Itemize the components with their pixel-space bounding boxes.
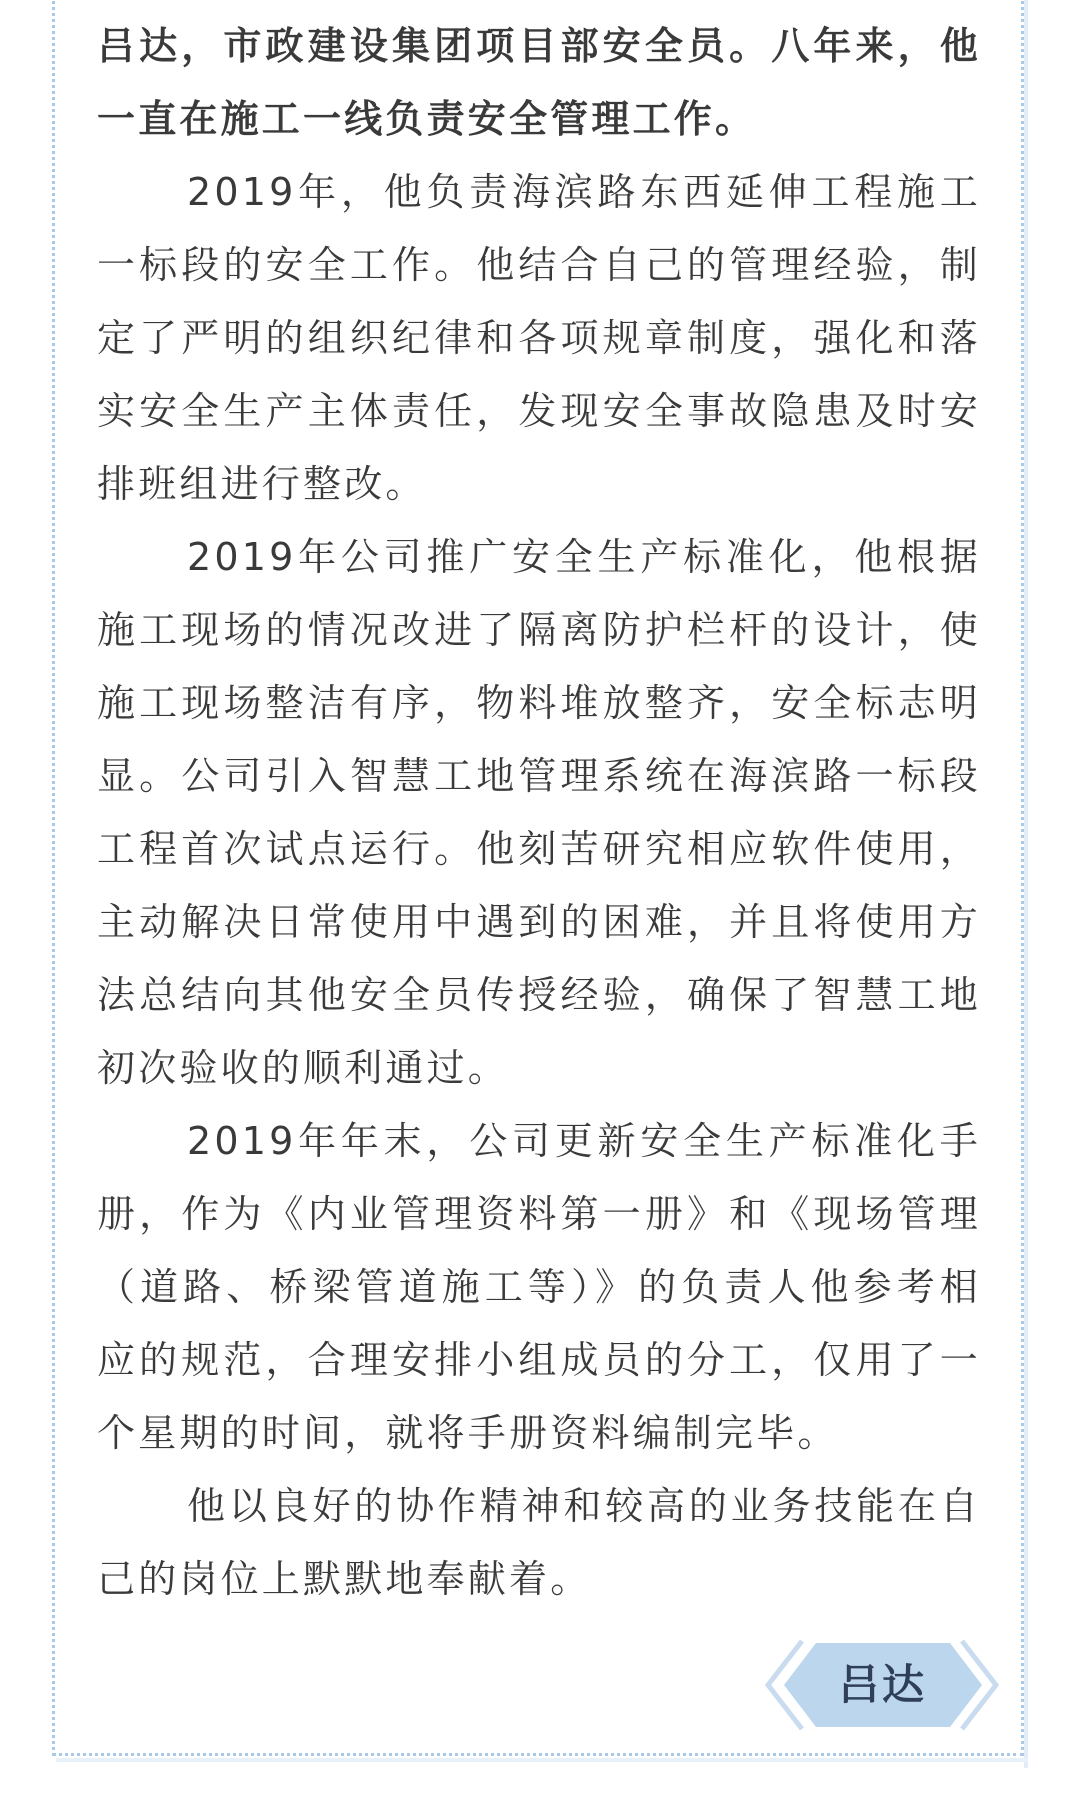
card-shadow-bottom <box>56 1758 1028 1762</box>
paragraph-manual-update: 2019年年末，公司更新安全生产标准化手册，作为《内业管理资料第一册》和《现场管理（道路、桥梁管道施工等）》的负责人他参考相应的规范，合理安排小组成员的分工，仅用了一个星期的时间，就将手册资料编制完毕。 <box>97 1119 981 1455</box>
paragraph-2019-safety-work: 2019年，他负责海滨路东西延伸工程施工一标段的安全工作。他结合自己的管理经验，制定了严明的组织纪律和各项规章制度，强化和落实安全生产主体责任，发现安全事故隐患及时安排班组进行整改。 <box>97 170 981 506</box>
paragraph-standardization: 2019年公司推广安全生产标准化，他根据施工现场的情况改进了隔离防护栏杆的设计，使施工现场整洁有序，物料堆放整齐，安全标志明显。公司引入智慧工地管理系统在海滨路一标段工程首次试点运行。他刻苦研究相应软件使用，主动解决日常使用中遇到的困难，并且将使用方法总结向其他安全员传授经验，确保了智慧工地初次验收的顺利通过。 <box>97 535 981 1090</box>
article-body <box>97 10 981 1616</box>
card-shadow-right <box>1024 0 1028 1768</box>
name-badge <box>764 1635 1000 1735</box>
paragraph-closing: 他以良好的协作精神和较高的业务技能在自己的岗位上默默地奉献着。 <box>97 1484 981 1601</box>
author-name: 吕达 <box>837 1660 926 1709</box>
intro-paragraph: 吕达，市政建设集团项目部安全员。八年来，他一直在施工一线负责安全管理工作。 <box>97 24 981 141</box>
